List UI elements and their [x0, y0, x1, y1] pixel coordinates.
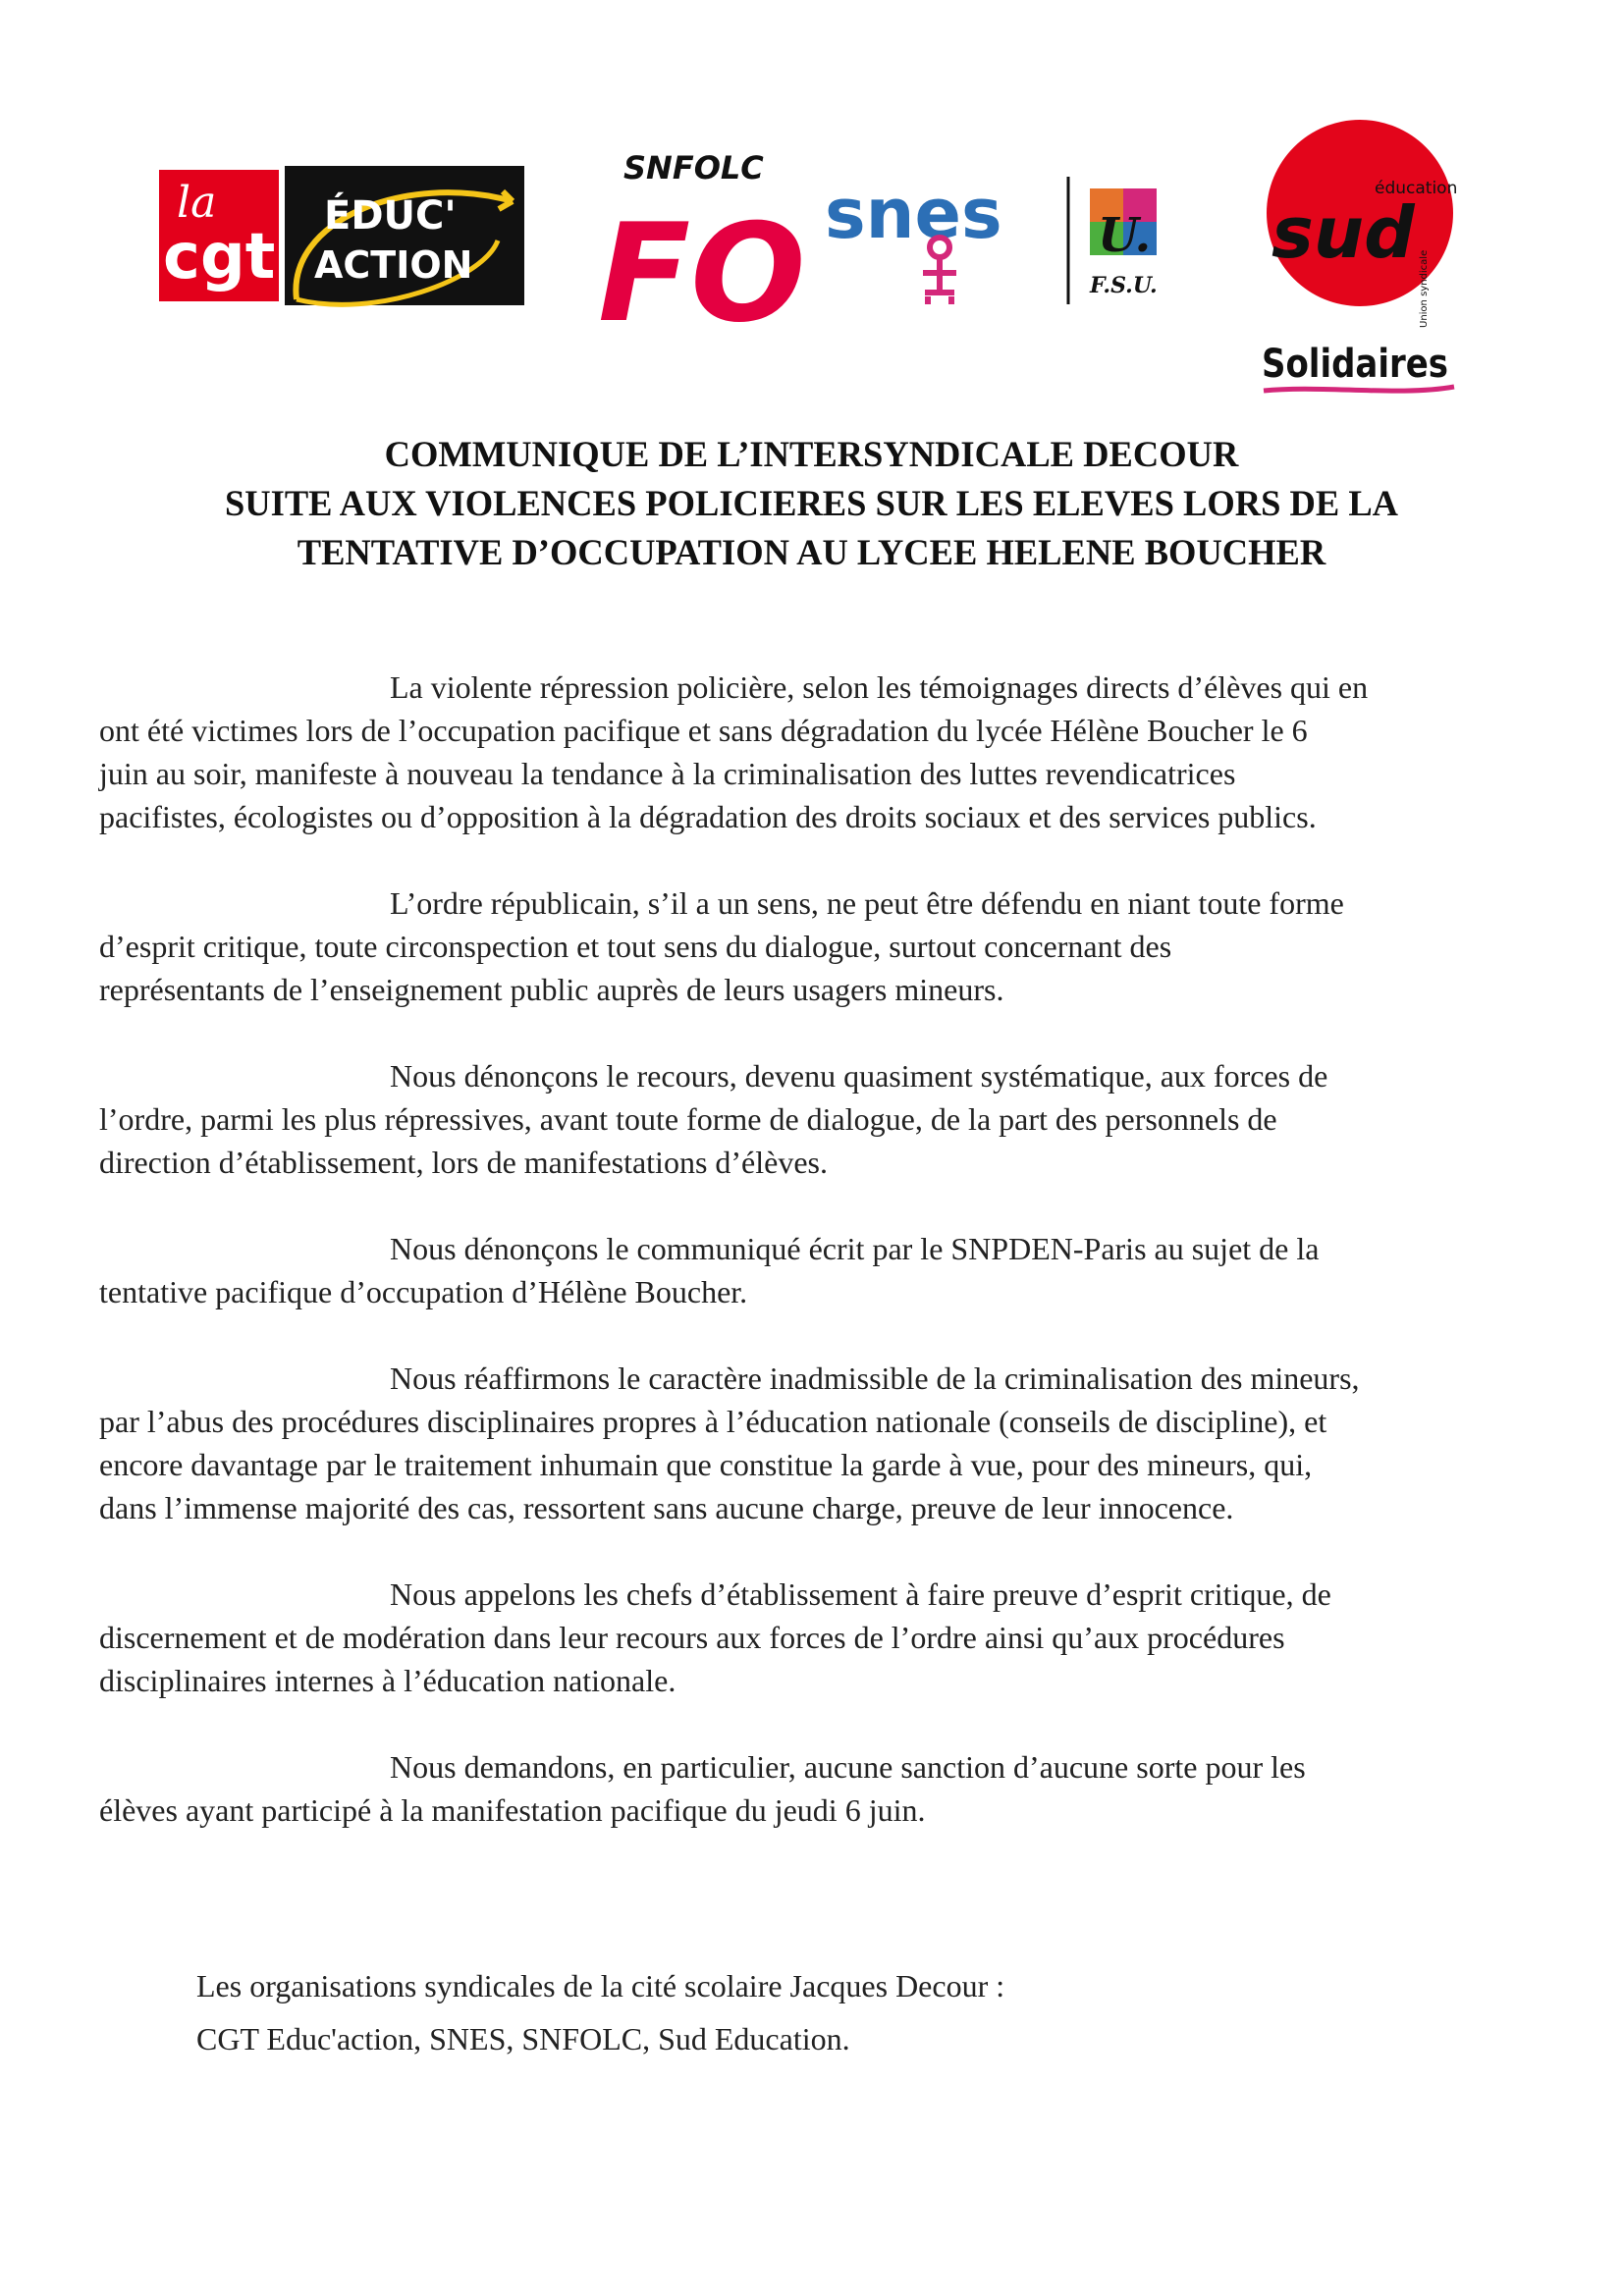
paragraph	[99, 1227, 1533, 1313]
paragraph-line: tentative pacifique d’occupation d’Hélène Boucher.	[99, 1274, 748, 1309]
paragraph-line: encore davantage par le traitement inhumain que constitue la garde à vue, pour des mineurs, qui,	[99, 1447, 1313, 1482]
paragraph-line: discernement et de modération dans leur recours aux forces de l’ordre ainsi qu’aux procédures	[99, 1620, 1285, 1655]
paragraph-line: élèves ayant participé à la manifestation pacifique du jeudi 6 juin.	[99, 1792, 926, 1828]
snes-letters: snes	[825, 174, 1002, 254]
paragraph	[99, 1745, 1533, 1832]
sud-small-text: éducation	[1375, 179, 1458, 198]
communique-title	[79, 430, 1544, 577]
signature-line-1: Les organisations syndicales de la cité scolaire Jacques Decour :	[196, 1968, 1005, 2003]
paragraph-line: représentants de l’enseignement public auprès de leurs usagers mineurs.	[99, 972, 1004, 1007]
sud-solidaires-logo	[1262, 120, 1458, 400]
paragraph-line: juin au soir, manifeste à nouveau la tendance à la criminalisation des luttes revendicatrices	[99, 756, 1236, 791]
paragraph-line: dans l’immense majorité des cas, ressortent sans aucune charge, preuve de leur innocence.	[99, 1490, 1234, 1525]
paragraph-line: Nous demandons, en particulier, aucune sanction d’aucune sorte pour les	[390, 1749, 1306, 1785]
solidaires-text: Solidaires	[1262, 342, 1448, 387]
cgt-word-la: la	[177, 178, 217, 228]
signature-block	[196, 1959, 1004, 2065]
paragraph-line: ont été victimes lors de l’occupation pacifique et sans dégradation du lycée Hélène Boucher le 6	[99, 713, 1308, 748]
solidaires-underline	[1264, 387, 1454, 391]
paragraph-line: l’ordre, parmi les plus répressives, avant toute forme de dialogue, de la part des personnels de	[99, 1101, 1277, 1137]
title-line-3: TENTATIVE D’OCCUPATION AU LYCEE HELENE BOUCHER	[297, 532, 1326, 572]
cgt-word-cgt: cgt	[163, 221, 276, 294]
paragraph	[99, 1054, 1533, 1184]
sud-union-text: Union syndicale	[1419, 249, 1430, 328]
paragraph-line: par l’abus des procédures disciplinaires propres à l’éducation nationale (conseils de discipline), et	[99, 1404, 1327, 1439]
paragraph-line: d’esprit critique, toute circonspection et tout sens du dialogue, surtout concernant des	[99, 929, 1172, 964]
paragraph-line: pacifistes, écologistes ou d’opposition à la dégradation des droits sociaux et des services publics.	[99, 799, 1317, 834]
paragraph-line: direction d’établissement, lors de manifestations d’élèves.	[99, 1145, 828, 1180]
paragraph-line: Nous appelons les chefs d’établissement à faire preuve d’esprit critique, de	[390, 1576, 1331, 1612]
title-line-1: COMMUNIQUE DE L’INTERSYNDICALE DECOUR	[384, 434, 1239, 474]
paragraph-line: Nous réaffirmons le caractère inadmissible de la criminalisation des mineurs,	[390, 1361, 1360, 1396]
paragraph-line: disciplinaires internes à l’éducation nationale.	[99, 1663, 676, 1698]
paragraph	[99, 666, 1533, 838]
paragraph	[99, 1573, 1533, 1702]
paragraph-line: Nous dénonçons le recours, devenu quasiment systématique, aux forces de	[390, 1058, 1328, 1094]
paragraph-line: Nous dénonçons le communiqué écrit par le SNPDEN-Paris au sujet de la	[390, 1231, 1320, 1266]
fsu-text: F.S.U.	[1090, 273, 1158, 298]
fo-top-text: SNFOLC	[623, 149, 764, 187]
cgt-educaction-logo	[159, 162, 530, 309]
logo-banner	[0, 0, 1623, 412]
fo-main-text: FO	[598, 194, 806, 352]
paragraph-line: L’ordre républicain, s’il a un sens, ne peut être défendu en niant toute forme	[390, 885, 1344, 921]
signature-line-2: CGT Educ'action, SNES, SNFOLC, Sud Education.	[196, 2021, 850, 2056]
snes-figure-body	[923, 257, 956, 304]
paragraph	[99, 881, 1533, 1011]
sud-main-text: sud	[1271, 191, 1415, 274]
fsu-u: U.	[1098, 208, 1152, 263]
title-line-2: SUITE AUX VIOLENCES POLICIERES SUR LES ELEVES LORS DE LA	[224, 483, 1399, 523]
educaction-line1: ÉDUC'	[324, 193, 457, 239]
paragraph-line: La violente répression policière, selon les témoignages directs d’élèves qui en	[390, 669, 1369, 705]
communique-body	[99, 666, 1533, 1875]
snes-fsu-logo	[825, 167, 1188, 314]
paragraph	[99, 1357, 1533, 1529]
educaction-line2: ACTION	[314, 243, 473, 287]
snfolc-fo-logo	[594, 145, 806, 352]
